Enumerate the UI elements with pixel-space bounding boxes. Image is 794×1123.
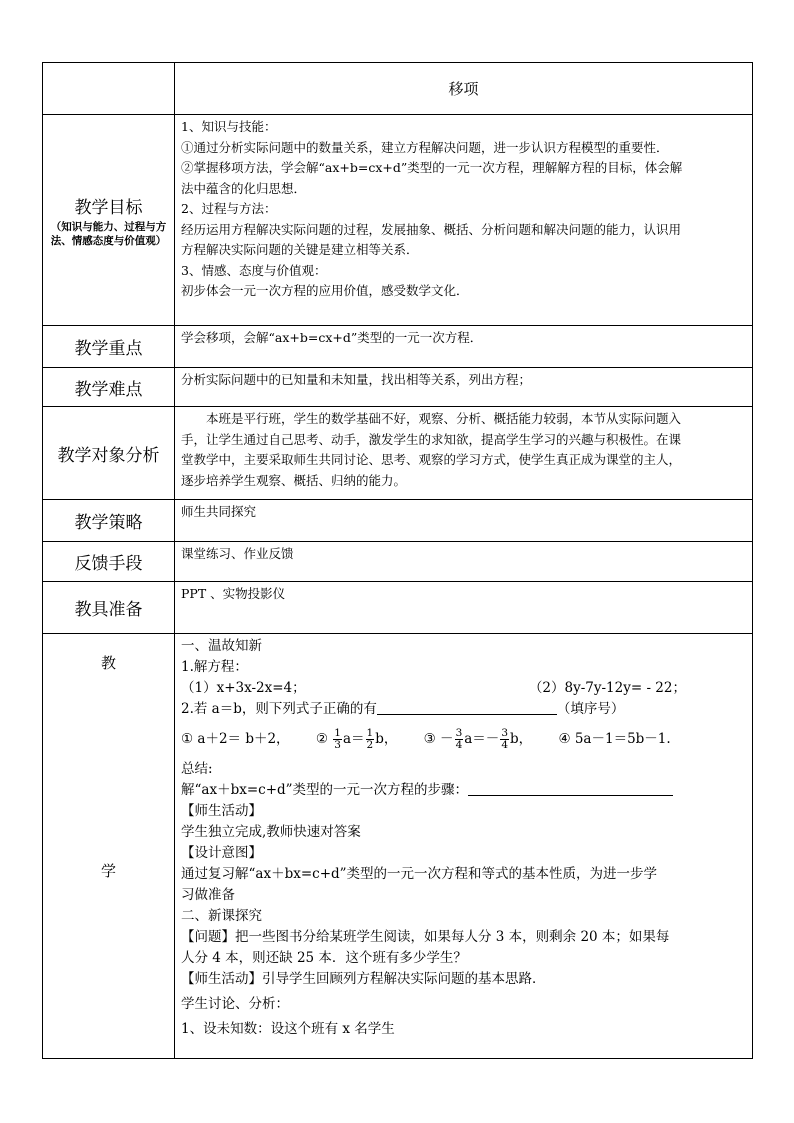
goals-content — [175, 115, 753, 326]
option-3-mark: ③ － — [423, 731, 454, 747]
key-row — [43, 326, 753, 368]
activity-title: 【师生活动】 — [181, 803, 262, 819]
summary-title: 总结: — [181, 761, 213, 777]
goals-line: 初步体会一元一次方程的应用价值，感受数学文化． — [181, 283, 469, 298]
process-label-cell — [43, 634, 175, 1059]
option-4: ④ 5a－1＝5b－1. — [558, 731, 671, 747]
tools-content: PPT 、实物投影仪 — [175, 582, 753, 634]
goals-line: 2、过程与方法： — [181, 201, 277, 216]
summary-blank[interactable] — [468, 781, 673, 796]
strategy-label: 教学策略 — [43, 500, 175, 542]
analysis-line: 堂教学中，主要采取师生共同讨论、思考、观察的学习方式，使学生真正成为课堂的主人， — [181, 452, 682, 467]
frac-den: 4 — [501, 739, 508, 751]
discuss-line: 学生讨论、分析： — [181, 996, 289, 1012]
answer-blank[interactable] — [377, 700, 557, 715]
header-empty-cell — [43, 63, 175, 115]
goals-line: 1、知识与技能： — [181, 119, 277, 134]
process-content — [175, 634, 753, 1059]
analysis-content — [175, 407, 753, 500]
analysis-label: 教学对象分析 — [43, 407, 175, 500]
activity-text: 学生独立完成,教师快速对答案 — [181, 824, 361, 840]
q1-equations — [181, 678, 746, 699]
analysis-row — [43, 407, 753, 500]
options-row — [181, 728, 746, 751]
q2-line — [181, 699, 746, 720]
fraction-one-third — [333, 728, 342, 751]
goals-line: ①通过分析实际问题中的数量关系，建立方程解决问题，进一步认识方程模型的重要性． — [181, 139, 669, 155]
lesson-title: 移项 — [175, 63, 753, 115]
strategy-row — [43, 500, 753, 542]
frac-den: 2 — [366, 739, 374, 751]
goals-line: 经历运用方程解决实际问题的过程，发展抽象、概括、分析问题和解决问题的能力，认识用 — [181, 221, 682, 237]
frac-num: 3 — [501, 727, 508, 739]
problem-line: 人分 4 本，则还缺 25 本．这个班有多少学生？ — [181, 950, 467, 966]
q1-a: （1）x+3x-2x=4； — [181, 680, 306, 696]
difficulty-row — [43, 368, 753, 407]
design-line: 习做准备 — [181, 887, 235, 903]
activity2-text: 引导学生回顾列方程解决实际问题的基本思路． — [262, 971, 546, 987]
frac-num: 1 — [334, 727, 341, 739]
option-3-mid: a＝－ — [464, 731, 500, 747]
q1-b: （2）8y-7y-12y= - 22； — [528, 680, 686, 696]
q2-prefix: 2.若 a＝b，则下列式子正确的有 — [181, 701, 377, 717]
design-title: 【设计意图】 — [181, 845, 262, 861]
goals-line: 3、情感、态度与价值观： — [181, 262, 327, 278]
feedback-label: 反馈手段 — [43, 542, 175, 582]
fraction-three-quarters — [455, 728, 464, 751]
goals-line: ②掌握移项方法，学会解“ax+b=cx+d”类型的一元一次方程，理解解方程的目标，体会解 — [181, 160, 683, 175]
option-3-tail: b， — [510, 731, 533, 747]
q1-title: 1.解方程： — [181, 659, 248, 675]
fraction-one-half — [366, 728, 375, 751]
activity2-line — [181, 969, 746, 990]
lesson-plan-table — [42, 62, 753, 1059]
tools-row — [43, 582, 753, 634]
goals-line: 法中蕴含的化归思想． — [181, 180, 307, 196]
summary-line — [181, 780, 746, 801]
option-3 — [424, 728, 533, 751]
goals-label-cell — [43, 115, 175, 326]
tools-label: 教具准备 — [43, 582, 175, 634]
frac-den: 4 — [455, 739, 463, 751]
analysis-line: 逐步培养学生观察、概括、归纳的能力。 — [181, 472, 407, 488]
goals-line: 方程解决实际问题的关键是建立相等关系． — [181, 242, 419, 257]
key-label: 教学重点 — [43, 326, 175, 368]
strategy-content: 师生共同探究 — [175, 500, 753, 542]
frac-num: 1 — [366, 727, 374, 739]
process-row — [43, 634, 753, 1059]
frac-num: 3 — [455, 727, 463, 739]
fraction-three-quarters — [500, 728, 509, 751]
frac-den: 3 — [334, 739, 341, 751]
feedback-content: 课堂练习、作业反馈 — [175, 542, 753, 582]
process-label-bottom: 学 — [100, 862, 116, 880]
difficulty-content: 分析实际问题中的已知量和未知量，找出相等关系，列出方程； — [175, 368, 753, 407]
q2-suffix: （填序号） — [556, 701, 625, 717]
analysis-line: 本班是平行班，学生的数学基础不好，观察、分析、概括能力较弱，本节从实际问题入 — [206, 411, 682, 426]
analysis-line: 手，让学生通过自己思考、动手，激发学生的求知欲，提高学生学习的兴趣与积极性。在课 — [181, 431, 682, 447]
activity2-prefix: 【师生活动】 — [181, 971, 262, 987]
summary-text: 解“ax＋bx=c+d”类型的一元一次方程的步骤： — [181, 782, 469, 798]
option-2-tail: b， — [375, 731, 398, 747]
design-line: 通过复习解“ax＋bx=c+d”类型的一元一次方程和等式的基本性质，为进一步学 — [181, 866, 658, 882]
step1-line: 1、设未知数：设这个班有 x 名学生 — [181, 1021, 395, 1037]
goals-row — [43, 115, 753, 326]
option-1: ① a＋2＝ b＋2， — [181, 731, 290, 747]
new-section-title: 二、新课探究 — [181, 908, 262, 924]
difficulty-label: 教学难点 — [43, 368, 175, 407]
process-label-top: 教 — [100, 654, 116, 672]
header-row — [43, 63, 753, 115]
feedback-row — [43, 542, 753, 582]
key-content: 学会移项，会解“ax+b=cx+d”类型的一元一次方程． — [175, 326, 753, 368]
goals-sublabel: （知识与能力、过程与方法、情感态度与价值观） — [50, 220, 167, 247]
review-title: 一、温故知新 — [181, 638, 262, 654]
goals-label: 教学目标 — [74, 197, 143, 218]
problem-line: 【问题】把一些图书分给某班学生阅读，如果每人分 3 本，则剩余 20 本；如果每 — [181, 929, 670, 945]
option-2-mark: ② — [315, 731, 328, 747]
option-2-mid: a＝ — [342, 731, 365, 747]
option-2 — [316, 728, 398, 751]
